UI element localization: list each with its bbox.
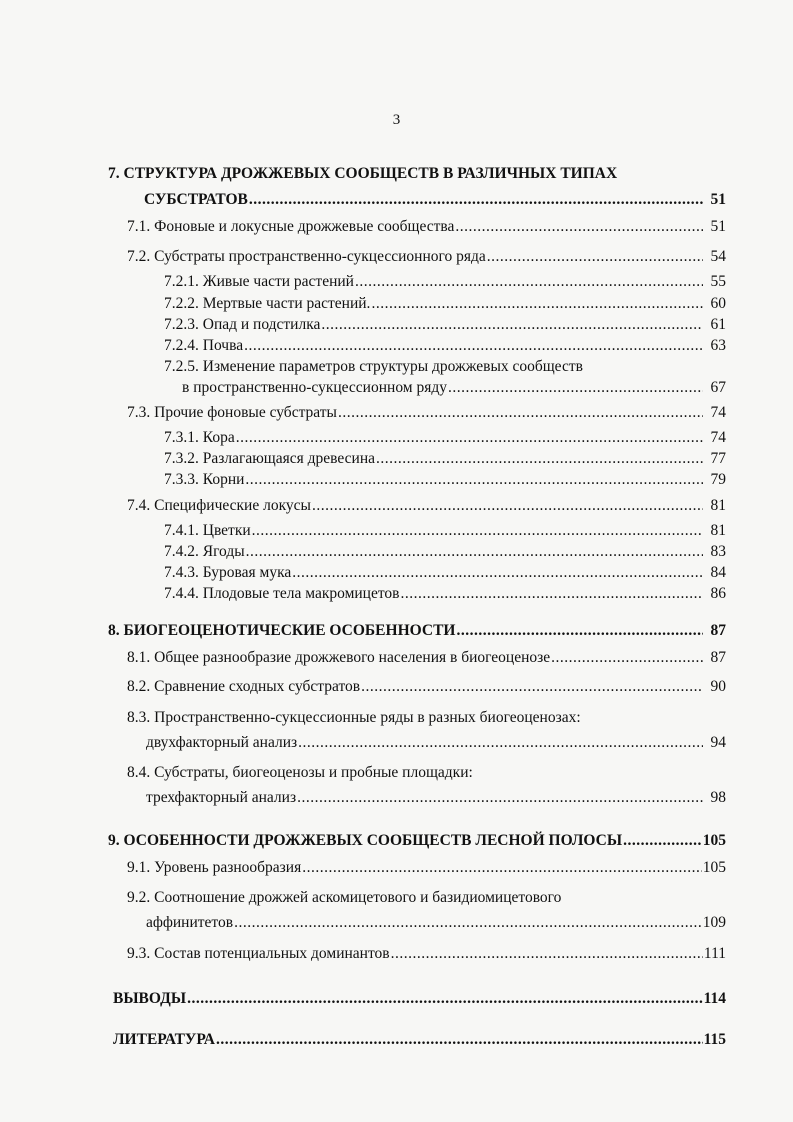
toc-chapter-9[interactable] — [108, 832, 726, 850]
leader-dots — [245, 471, 703, 489]
leader-dots — [361, 678, 703, 696]
toc-chapter-7[interactable] — [144, 191, 726, 209]
toc-entry-7-3-1[interactable] — [164, 429, 726, 447]
toc-entry-page: 98 — [710, 789, 726, 806]
leader-dots — [297, 789, 703, 807]
toc-entry-page: 55 — [710, 273, 726, 290]
toc-entry-9-3[interactable] — [127, 945, 726, 963]
leader-dots — [246, 543, 703, 561]
toc-entry-7-1[interactable] — [127, 218, 726, 236]
toc-entry-8-2[interactable] — [127, 678, 726, 696]
leader-dots — [321, 316, 703, 334]
toc-literature[interactable] — [113, 1031, 726, 1049]
leader-dots — [234, 914, 702, 932]
toc-entry-title: 7.4.3. Буровая мука — [164, 564, 292, 581]
toc-entry-7-3-3[interactable] — [164, 471, 726, 489]
toc-entry-page: 54 — [710, 248, 726, 265]
toc-entry-page: 61 — [710, 316, 726, 333]
toc-entry-7-2-5[interactable] — [182, 379, 726, 397]
toc-entry-title: 7.4.1. Цветки — [164, 522, 251, 539]
toc-entry-title: 7.3.1. Кора — [164, 429, 235, 446]
toc-entry-7-4-3[interactable] — [164, 564, 726, 582]
toc-entry-page: 109 — [702, 914, 726, 931]
leader-dots — [236, 429, 703, 447]
toc-entry-7-3[interactable] — [127, 404, 726, 422]
leader-dots — [376, 450, 703, 468]
toc-entry-title: 7.4. Специфические локусы — [127, 497, 311, 514]
leader-dots — [302, 859, 702, 877]
leader-dots — [249, 191, 703, 209]
toc-entry-page: 79 — [710, 471, 726, 488]
toc-entry-9-2[interactable] — [146, 914, 726, 932]
toc-entry-title: 9. ОСОБЕННОСТИ ДРОЖЖЕВЫХ СООБЩЕСТВ ЛЕСНОЙ ПОЛОСЫ — [108, 832, 623, 849]
toc-entry-8-4[interactable] — [146, 789, 726, 807]
leader-dots — [400, 585, 703, 603]
toc-conclusions[interactable] — [113, 990, 726, 1008]
toc-entry-page: 81 — [710, 497, 726, 514]
toc-entry-title: 7.3.3. Корни — [164, 471, 245, 488]
toc-entry-page: 77 — [710, 450, 726, 467]
toc-chapter-8[interactable] — [108, 622, 726, 640]
leader-dots — [455, 218, 703, 236]
toc-entry-title: 7.3. Прочие фоновые субстраты — [127, 404, 337, 421]
leader-dots — [623, 832, 702, 850]
toc-entry-page: 90 — [710, 678, 726, 695]
toc-entry-title: 7.1. Фоновые и локусные дрожжевые сообщества — [127, 218, 455, 235]
toc-entry-title: 8. БИОГЕОЦЕНОТИЧЕСКИЕ ОСОБЕННОСТИ — [108, 622, 456, 639]
toc-entry-7-2[interactable] — [127, 248, 726, 266]
leader-dots — [551, 649, 703, 667]
toc-entry-7-2-2[interactable] — [164, 295, 726, 313]
toc-entry-title: 7.2.1. Живые части растений — [164, 273, 354, 290]
leader-dots — [292, 564, 703, 582]
toc-entry-title: 7.2.4. Почва — [164, 337, 244, 354]
leader-dots — [355, 273, 703, 291]
toc-entry-title: трехфакторный анализ — [146, 789, 297, 806]
leader-dots — [456, 622, 703, 640]
toc-entry-7-2-3[interactable] — [164, 316, 726, 334]
toc-entry-page: 83 — [710, 543, 726, 560]
leader-dots — [216, 1031, 703, 1049]
toc-entry-title: 7.3.2. Разлагающаяся древесина — [164, 450, 375, 467]
leader-dots — [244, 337, 703, 355]
leader-dots — [338, 404, 703, 422]
toc-entry-page: 74 — [710, 404, 726, 421]
toc-entry-7-4-2[interactable] — [164, 543, 726, 561]
leader-dots — [312, 497, 703, 515]
toc-entry-page: 115 — [703, 1031, 726, 1048]
toc-entry-7-4-4[interactable] — [164, 585, 726, 603]
toc-entry-title: 7.2.2. Мертвые части растений. — [164, 295, 371, 312]
toc-entry-page: 63 — [710, 337, 726, 354]
toc-entry-page: 87 — [710, 622, 726, 639]
toc-entry-title: 7.2. Субстраты пространственно-сукцессионного ряда — [127, 248, 486, 265]
toc-entry-title: 8.2. Сравнение сходных субстратов — [127, 678, 361, 695]
toc-entry-page: 105 — [702, 859, 726, 876]
toc-entry-page: 51 — [710, 218, 726, 235]
toc-entry-title: ВЫВОДЫ — [113, 990, 187, 1007]
toc-entry-page: 86 — [710, 585, 726, 602]
leader-dots — [187, 990, 703, 1008]
toc-entry-7-4[interactable] — [127, 497, 726, 515]
leader-dots — [298, 734, 703, 752]
toc-entry-title: 7.4.4. Плодовые тела макромицетов — [164, 585, 400, 602]
toc-entry-title: СУБСТРАТОВ — [144, 191, 248, 208]
toc-entry-page: 81 — [710, 522, 726, 539]
toc-entry-7-2-4[interactable] — [164, 337, 726, 355]
toc-entry-8-1[interactable] — [127, 649, 726, 667]
toc-entry-page: 111 — [703, 945, 726, 962]
toc-entry-page: 60 — [710, 295, 726, 312]
leader-dots — [448, 379, 703, 397]
toc-entry-page: 74 — [710, 429, 726, 446]
toc-entry-page: 105 — [702, 832, 726, 849]
toc-entry-page: 114 — [703, 990, 726, 1007]
toc-entry-title: аффинитетов — [146, 914, 234, 931]
leader-dots — [391, 945, 703, 963]
leader-dots — [252, 522, 703, 540]
toc-entry-title: 8.1. Общее разнообразие дрожжевого населения в биогеоценозе — [127, 649, 551, 666]
toc-entry-8-3-title: 8.3. Пространственно-сукцессионные ряды в разных биогеоценозах: — [127, 709, 581, 726]
toc-entry-8-3[interactable] — [146, 734, 726, 752]
page-number: 3 — [392, 112, 401, 128]
toc-entry-7-2-5-title: 7.2.5. Изменение параметров структуры дрожжевых сообществ — [164, 358, 583, 375]
toc-entry-title: в пространственно-сукцессионном ряду — [182, 379, 447, 396]
toc-entry-page: 94 — [710, 734, 726, 751]
leader-dots — [487, 248, 703, 266]
toc-entry-9-1[interactable] — [127, 859, 726, 877]
toc-entry-title: 9.3. Состав потенциальных доминантов — [127, 945, 390, 962]
toc-entry-title: 9.1. Уровень разнообразия — [127, 859, 302, 876]
toc-entry-title: двухфакторный анализ — [146, 734, 298, 751]
toc-entry-7-2-1[interactable] — [164, 273, 726, 291]
toc-entry-9-2-title: 9.2. Соотношение дрожжей аскомицетового и базидиомицетового — [127, 889, 562, 906]
toc-entry-8-4-title: 8.4. Субстраты, биогеоценозы и пробные площадки: — [127, 764, 473, 781]
toc-entry-page: 51 — [710, 191, 726, 208]
toc-entry-7-4-1[interactable] — [164, 522, 726, 540]
toc-entry-7-3-2[interactable] — [164, 450, 726, 468]
toc-entry-page: 67 — [710, 379, 726, 396]
toc-entry-title: 7.2.3. Опад и подстилка — [164, 316, 321, 333]
toc-entry-title: 7.4.2. Ягоды — [164, 543, 245, 560]
toc-chapter-7-title: 7. СТРУКТУРА ДРОЖЖЕВЫХ СООБЩЕСТВ В РАЗЛИЧНЫХ ТИПАХ — [108, 165, 618, 182]
toc-entry-page: 84 — [710, 564, 726, 581]
toc-entry-title: ЛИТЕРАТУРА — [113, 1031, 215, 1048]
toc-entry-page: 87 — [710, 649, 726, 666]
leader-dots — [371, 295, 703, 313]
